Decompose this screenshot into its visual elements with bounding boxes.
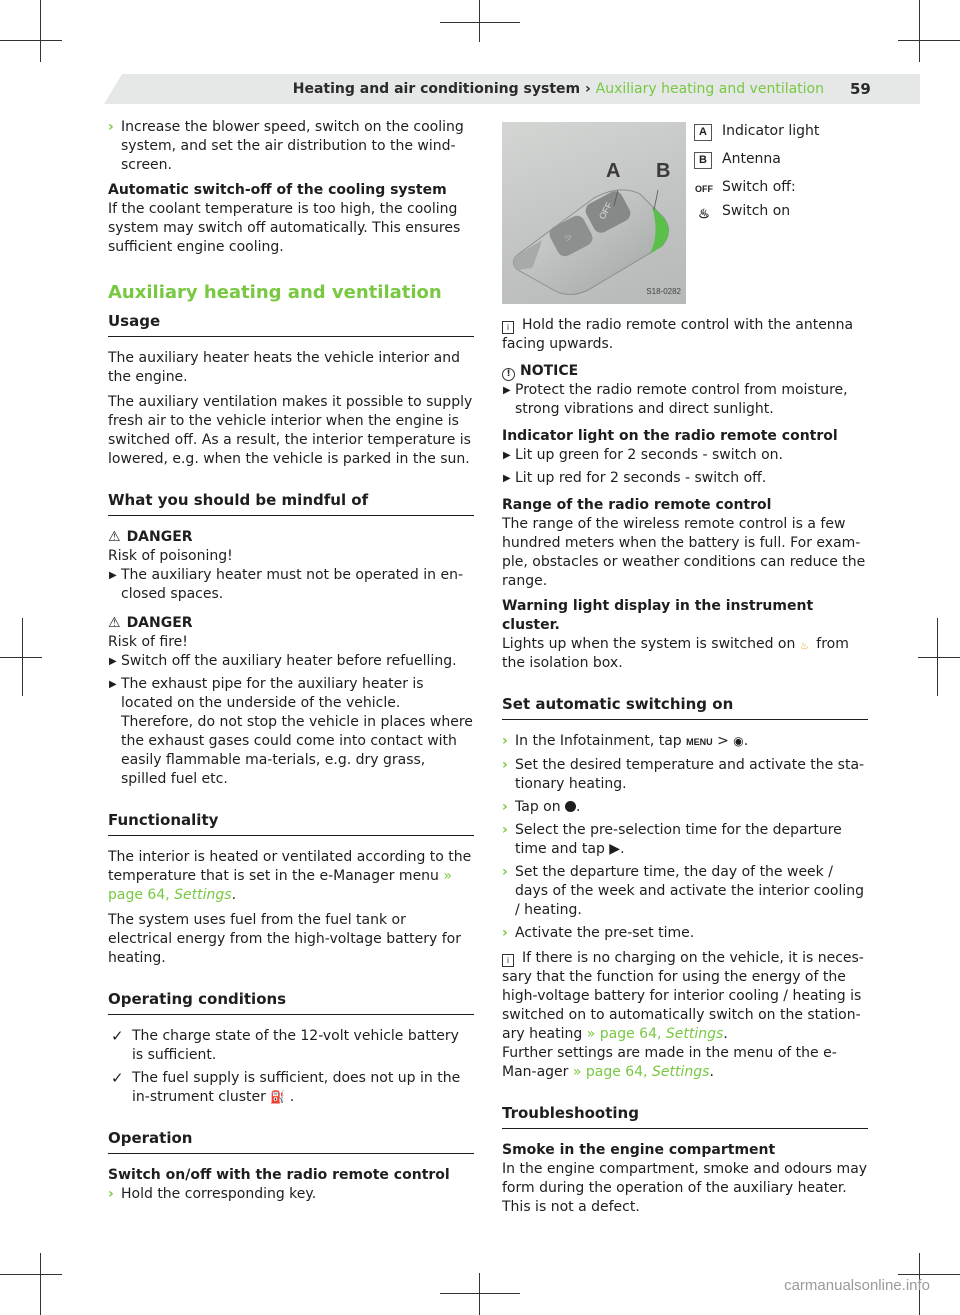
list-item bbox=[108, 118, 474, 175]
item-text: Lit up red for 2 seconds - switch off. bbox=[515, 470, 767, 486]
list-item bbox=[108, 675, 474, 789]
crop-mark bbox=[479, 1273, 480, 1315]
paragraph-text: Lights up when the system is switched on bbox=[502, 636, 796, 652]
breadcrumb-current: Auxiliary heating and ventilation bbox=[595, 81, 824, 97]
note: i If there is no charging on the vehicle, it is neces-sary that the function for using the energy of the high-voltage battery for interior cooling / heating is switched on to automatically switch on the station-ary heating » page 64, Settings. bbox=[502, 950, 864, 1042]
triangle-bullet-icon: ▶ bbox=[503, 473, 511, 484]
list-item bbox=[502, 924, 868, 943]
step-text: In the Infotainment, tap bbox=[515, 733, 682, 749]
crop-mark bbox=[0, 40, 62, 41]
list-item bbox=[502, 381, 868, 419]
list-item bbox=[108, 566, 474, 604]
svg-text:♨: ♨ bbox=[560, 231, 574, 243]
item-text: Protect the radio remote control from moisture, strong vibrations and direct sunlight. bbox=[515, 382, 848, 417]
off-button-label: OFF bbox=[596, 200, 615, 221]
paragraph: The range of the wireless remote control is a few hundred meters when the battery is full. For exam-ple, obstacles or weather conditions can reduce the range. bbox=[502, 516, 866, 589]
item-text: Switch off the auxiliary heater before refuelling. bbox=[121, 653, 457, 669]
step-text: Set the departure time, the day of the week / days of the week and activate the interior cooling / heating. bbox=[515, 864, 865, 918]
link-prefix: » page 64, bbox=[108, 868, 452, 903]
paragraph bbox=[502, 635, 868, 673]
subheading: Warning light display in the instrument cluster. bbox=[502, 598, 814, 633]
note bbox=[502, 316, 868, 354]
figure-code: S18-0282 bbox=[646, 287, 681, 296]
item-text: Lit up green for 2 seconds - switch on. bbox=[515, 447, 783, 463]
paragraph-text: Further settings are made in the menu of the e-Man-ager bbox=[502, 1045, 837, 1080]
list-item bbox=[108, 652, 474, 671]
link-title: Settings bbox=[174, 887, 232, 903]
paragraph-text: The interior is heated or ventilated according to the temperature that is set in the e-Manager menu bbox=[108, 849, 472, 884]
danger-title: Risk of fire! bbox=[108, 634, 188, 650]
list-item bbox=[502, 863, 868, 920]
heating-key-icon: ♨ bbox=[698, 206, 710, 221]
left-column bbox=[108, 118, 474, 1208]
crop-mark bbox=[40, 0, 41, 62]
right-column bbox=[502, 316, 868, 1223]
legend-item bbox=[694, 202, 874, 230]
danger-label bbox=[108, 528, 474, 547]
paragraph: The auxiliary ventilation makes it possible to supply fresh air to the vehicle interior when the engine is switched off. As a result, the interior temperature is lowered, e.g. when the vehicle is parked in the sun. bbox=[108, 394, 473, 467]
remote-control-illustration bbox=[502, 122, 686, 304]
crop-mark bbox=[479, 0, 480, 42]
item-text: The charge state of the 12-volt vehicle battery is sufficient. bbox=[132, 1028, 459, 1063]
crop-mark bbox=[0, 657, 42, 658]
figure-label-a: A bbox=[606, 160, 621, 182]
item-text: The fuel supply is sufficient, does not up in the in-strument cluster bbox=[132, 1070, 461, 1105]
crop-mark bbox=[440, 22, 520, 23]
step-text: Hold the corresponding key. bbox=[121, 1186, 317, 1202]
link-prefix: » page 64, bbox=[586, 1026, 662, 1042]
triangle-bullet-icon: ▶ bbox=[503, 450, 511, 461]
remote-control-figure bbox=[502, 122, 686, 304]
crop-mark bbox=[0, 1274, 62, 1275]
breadcrumb bbox=[293, 80, 824, 99]
page-number: 59 bbox=[850, 80, 871, 98]
note-text: If there is no charging on the vehicle, it is neces-sary that the function for using the energy of the high-voltage battery for interior cooling / heating is switched on to automatically switch on the station-ary heating bbox=[502, 950, 864, 1042]
chevron-right-icon: › bbox=[108, 1186, 114, 1202]
heating-warning-icon: ♨ bbox=[799, 641, 809, 652]
step-text: Select the pre-selection time for the departure time and tap bbox=[515, 822, 842, 857]
link-title: Settings bbox=[665, 1026, 724, 1042]
paragraph: The auxiliary heater heats the vehicle interior and the engine. bbox=[108, 350, 460, 385]
triangle-bullet-icon: ▶ bbox=[109, 570, 117, 581]
legend-item bbox=[694, 150, 874, 178]
chevron-right-icon: › bbox=[502, 925, 508, 941]
subheading: Smoke in the engine compartment bbox=[502, 1142, 776, 1158]
danger-text: DANGER bbox=[126, 529, 193, 545]
chevron-right-icon: › bbox=[108, 119, 114, 135]
chevron-right-icon: › bbox=[502, 799, 508, 815]
list-item: › Tap on . bbox=[502, 799, 581, 815]
item-text: The auxiliary heater must not be operated in en-closed spaces. bbox=[121, 567, 464, 602]
checkmark-icon: ✓ bbox=[111, 1069, 124, 1087]
heading-operation: Operation bbox=[108, 1129, 474, 1154]
step-text: Activate the pre-set time. bbox=[515, 925, 695, 941]
legend-item bbox=[694, 122, 874, 150]
note-icon: i bbox=[502, 954, 514, 967]
warning-triangle-icon: ⚠ bbox=[108, 615, 121, 631]
page-link[interactable] bbox=[587, 1026, 724, 1042]
settings-circle-icon: ◉ bbox=[733, 734, 744, 748]
crop-mark bbox=[898, 40, 960, 41]
note-text: Hold the radio remote control with the antenna facing upwards. bbox=[502, 317, 854, 352]
triangle-bullet-icon: ▶ bbox=[109, 656, 117, 667]
notice-label bbox=[502, 362, 868, 381]
figure-legend bbox=[694, 122, 874, 230]
triangle-bullet-icon: ▶ bbox=[503, 385, 511, 396]
legend-label: Switch off: bbox=[722, 179, 796, 195]
list-item bbox=[108, 1185, 474, 1204]
crop-mark bbox=[919, 0, 920, 62]
paragraph: In the engine compartment, smoke and odours may form during the operation of the auxiliary heater. This is not a defect. bbox=[502, 1161, 868, 1215]
paragraph: If the coolant temperature is too high, the cooling system may switch off automatically. This ensures sufficient engine cooling. bbox=[108, 201, 461, 255]
heading-conditions: Operating conditions bbox=[108, 990, 474, 1015]
danger-label bbox=[108, 614, 474, 633]
legend-key: B bbox=[694, 152, 712, 169]
notice-icon: ! bbox=[502, 368, 515, 381]
paragraph: Further settings are made in the menu of the e-Man-ager » page 64, Settings. bbox=[502, 1045, 837, 1080]
chevron-right-icon: › bbox=[502, 864, 508, 880]
triangle-bullet-icon: ▶ bbox=[109, 679, 117, 690]
note-icon: i bbox=[502, 321, 514, 334]
play-icon: ▶ bbox=[609, 841, 621, 857]
legend-label: Antenna bbox=[722, 151, 781, 167]
list-item bbox=[502, 446, 868, 465]
legend-label: Switch on bbox=[722, 203, 791, 219]
crop-mark bbox=[40, 1253, 41, 1315]
figure-label-b: B bbox=[656, 160, 671, 182]
breadcrumb-separator: › bbox=[580, 81, 596, 97]
paragraph-text: from the isolation box. bbox=[502, 636, 849, 671]
list-item bbox=[502, 756, 868, 794]
checkmark-icon: ✓ bbox=[111, 1027, 124, 1045]
heading-usage: Usage bbox=[108, 312, 474, 337]
paragraph: The system uses fuel from the fuel tank or electrical energy from the high-voltage battery for heating. bbox=[108, 912, 462, 966]
legend-key: A bbox=[694, 124, 712, 141]
menu-icon: MENU bbox=[686, 737, 713, 747]
paragraph: The interior is heated or ventilated according to the temperature that is set in the e-Manager menu » page 64, Settings. bbox=[108, 849, 472, 903]
item-text: The exhaust pipe for the auxiliary heater is located on the underside of the vehicle. Therefore, do not stop the vehicle in places where the exhaust gases could come into contact with easily flammable ma-terials, e.g. dry grass, spilled fuel etc. bbox=[121, 676, 473, 787]
link-prefix: » page 64, bbox=[572, 1064, 648, 1080]
step-text: > bbox=[717, 733, 729, 749]
breadcrumb-main: Heating and air conditioning system bbox=[292, 81, 581, 97]
timer-icon bbox=[565, 801, 576, 812]
step-text: Increase the blower speed, switch on the cooling system, and set the air distribution to the wind-screen. bbox=[121, 119, 464, 173]
subheading: Automatic switch-off of the cooling system bbox=[108, 182, 447, 198]
step-text: Set the desired temperature and activate the sta-tionary heating. bbox=[515, 757, 865, 792]
legend-label: Indicator light bbox=[722, 123, 820, 139]
page-link[interactable] bbox=[573, 1064, 710, 1080]
heading-mindful: What you should be mindful of bbox=[108, 491, 474, 516]
heading-functionality: Functionality bbox=[108, 811, 474, 836]
step-text: Tap on bbox=[515, 799, 561, 815]
danger-text: DANGER bbox=[126, 615, 193, 631]
subheading: Range of the radio remote control bbox=[502, 497, 772, 513]
list-item: › Select the pre-selection time for the departure time and tap ▶. bbox=[502, 822, 842, 857]
notice-text: NOTICE bbox=[520, 363, 579, 379]
list-item bbox=[502, 469, 868, 488]
link-title: Settings bbox=[652, 1064, 710, 1080]
watermark: carmanualsonline.info bbox=[784, 1277, 930, 1294]
off-key-icon: OFF bbox=[695, 184, 713, 194]
section-title: Auxiliary heating and ventilation bbox=[108, 282, 442, 303]
crop-mark bbox=[440, 1293, 520, 1294]
list-item bbox=[108, 1027, 474, 1065]
chevron-right-icon: › bbox=[502, 733, 508, 749]
danger-title: Risk of poisoning! bbox=[108, 548, 233, 564]
legend-item bbox=[694, 178, 874, 202]
crop-mark bbox=[918, 657, 960, 658]
list-item: ✓ The fuel supply is sufficient, does not up in the in-strument cluster ⛽ . bbox=[111, 1069, 461, 1105]
heading-troubleshooting: Troubleshooting bbox=[502, 1104, 868, 1129]
list-item: › In the Infotainment, tap MENU > ◉. bbox=[502, 732, 868, 752]
crop-mark bbox=[898, 1274, 960, 1275]
subheading: Indicator light on the radio remote control bbox=[502, 428, 838, 444]
warning-triangle-icon: ⚠ bbox=[108, 529, 121, 545]
chevron-right-icon: › bbox=[502, 822, 508, 838]
chevron-right-icon: › bbox=[502, 757, 508, 773]
heading-auto-switching: Set automatic switching on bbox=[502, 695, 868, 720]
fuel-warning-icon: ⛽ bbox=[270, 1090, 286, 1104]
subheading: Switch on/off with the radio remote control bbox=[108, 1167, 450, 1183]
